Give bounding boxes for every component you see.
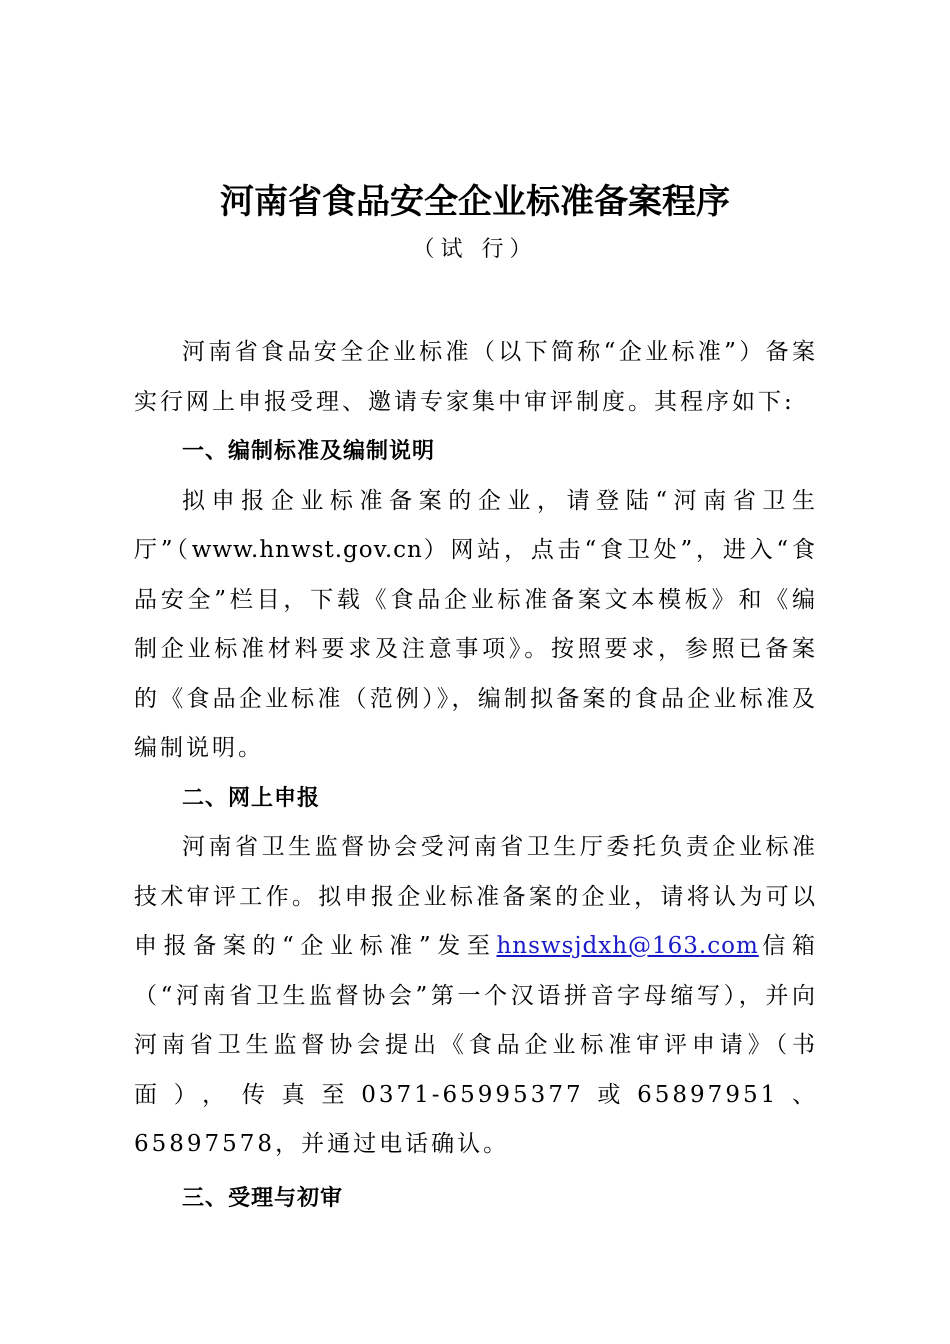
- document-subtitle: （试 行）: [412, 237, 538, 262]
- intro-paragraph: 河南省食品安全企业标准（以下简称“企业标准”）备案实行网上申报受理、邀请专家集中审评制度。其程序如下:: [134, 339, 818, 415]
- section-1-text-before-url: 拟申报企业标准备案的企业，请登陆“河南省卫生厅”（: [134, 487, 818, 563]
- email-link[interactable]: hnswsjdxh@163.com: [496, 933, 759, 959]
- section-2-text-after-email: 信箱（“河南省卫生监督协会”第一个汉语拼音字母缩写），并向河南省卫生监督协会提出《食品企业标准审评申请》（书面），传真至0371-65995377或65897951、65897578，并通过电话确认。: [134, 933, 818, 1157]
- section-1-paragraph: [134, 477, 818, 774]
- section-1-text-after-url: ）网站，点击“食卫处”，进入“食品安全”栏目，下载《食品企业标准备案文本模板》和《编制企业标准材料要求及注意事项》。按照要求，参照已备案的《食品企业标准（范例）》，编制拟备案的食品企业标准及编制说明。: [134, 537, 819, 761]
- document-title: 河南省食品安全企业标准备案程序: [220, 182, 730, 222]
- section-2-paragraph: [134, 823, 818, 1170]
- section-3-heading: 三、受理与初审: [182, 1185, 344, 1211]
- section-2-heading: 二、网上申报: [182, 785, 321, 811]
- document-body: [134, 328, 818, 1223]
- website-url: www.hnwst.gov.cn: [191, 537, 423, 563]
- section-1-heading: 一、编制标准及编制说明: [182, 439, 436, 464]
- section-2-text-before-email: 河南省卫生监督协会受河南省卫生厅委托负责企业标准技术审评工作。拟申报企业标准备案的企业，请将认为可以申报备案的“企业标准”发至: [134, 834, 818, 959]
